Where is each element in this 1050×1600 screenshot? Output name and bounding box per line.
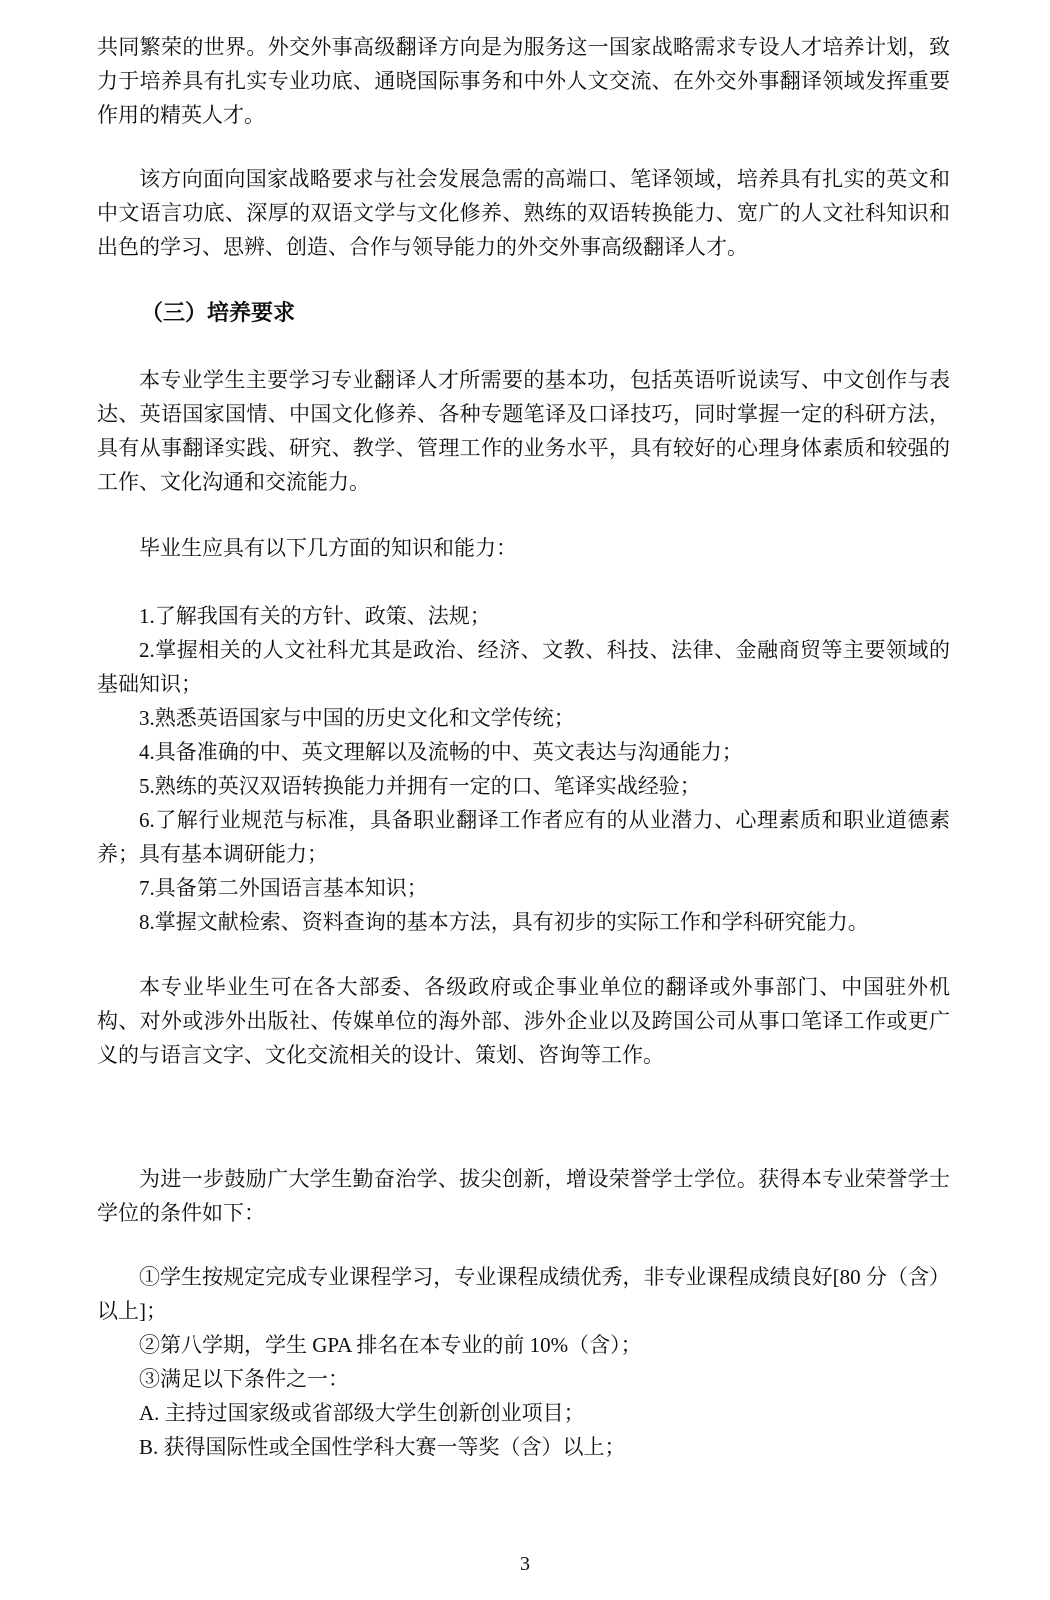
section-heading-training-requirements: （三）培养要求 bbox=[141, 300, 296, 325]
ability-item-6: 6.了解行业规范与标准，具备职业翻译工作者应有的从业潜力、心理素质和职业道德素养；具有基本调研能力； bbox=[97, 808, 950, 866]
honors-condition-2: ②第八学期，学生 GPA 排名在本专业的前 10%（含）； bbox=[139, 1333, 642, 1357]
honors-subcondition-a: A. 主持过国家级或省部级大学生创新创业项目； bbox=[139, 1401, 585, 1425]
ability-item-1: 1.了解我国有关的方针、政策、法规； bbox=[139, 604, 491, 628]
paragraph-abilities-lead-in: 毕业生应具有以下几方面的知识和能力： bbox=[139, 536, 517, 560]
paragraph-program-intro-continued: 共同繁荣的世界。外交外事高级翻译方向是为服务这一国家战略需求专设人才培养计划，致力于培养具有扎实专业功底、通晓国际事务和中外人文交流、在外交外事翻译领域发挥重要作用的精英人才。 bbox=[97, 35, 950, 127]
honors-condition-3: ③满足以下条件之一： bbox=[139, 1367, 349, 1391]
honors-conditions-list bbox=[97, 1260, 950, 1464]
ability-item-3: 3.熟悉英语国家与中国的历史文化和文学传统； bbox=[139, 706, 575, 730]
ability-item-2: 2.掌握相关的人文社科尤其是政治、经济、文教、科技、法律、金融商贸等主要领域的基础知识； bbox=[97, 638, 950, 696]
paragraph-program-direction: 该方向面向国家战略要求与社会发展急需的高端口、笔译领域，培养具有扎实的英文和中文语言功底、深厚的双语文学与文化修养、熟练的双语转换能力、宽广的人文社科知识和出色的学习、思辨、创造、合作与领导能力的外交外事高级翻译人才。 bbox=[97, 167, 950, 259]
ability-item-8: 8.掌握文献检索、资料查询的基本方法，具有初步的实际工作和学科研究能力。 bbox=[139, 910, 869, 934]
ability-item-7: 7.具备第二外国语言基本知识； bbox=[139, 876, 428, 900]
honors-condition-1: ①学生按规定完成专业课程学习，专业课程成绩优秀，非专业课程成绩良好[80 分（含）以上]； bbox=[97, 1265, 950, 1323]
paragraph-training-foundation: 本专业学生主要学习专业翻译人才所需要的基本功，包括英语听说读写、中文创作与表达、英语国家国情、中国文化修养、各种专题笔译及口译技巧，同时掌握一定的科研方法，具有从事翻译实践、研究、教学、管理工作的业务水平，具有较好的心理身体素质和较强的工作、文化沟通和交流能力。 bbox=[97, 368, 950, 494]
page-number: 3 bbox=[520, 1553, 530, 1575]
knowledge-abilities-list bbox=[97, 599, 950, 939]
paragraph-career-prospects: 本专业毕业生可在各大部委、各级政府或企事业单位的翻译或外事部门、中国驻外机构、对外或涉外出版社、传媒单位的海外部、涉外企业以及跨国公司从事口笔译工作或更广义的与语言文字、文化交流相关的设计、策划、咨询等工作。 bbox=[97, 975, 950, 1067]
paragraph-honors-intro: 为进一步鼓励广大学生勤奋治学、拔尖创新，增设荣誉学士学位。获得本专业荣誉学士学位的条件如下： bbox=[97, 1167, 950, 1225]
honors-subcondition-b: B. 获得国际性或全国性学科大赛一等奖（含）以上； bbox=[139, 1435, 626, 1459]
ability-item-5: 5.熟练的英汉双语转换能力并拥有一定的口、笔译实战经验； bbox=[139, 774, 701, 798]
ability-item-4: 4.具备准确的中、英文理解以及流畅的中、英文表达与沟通能力； bbox=[139, 740, 743, 764]
